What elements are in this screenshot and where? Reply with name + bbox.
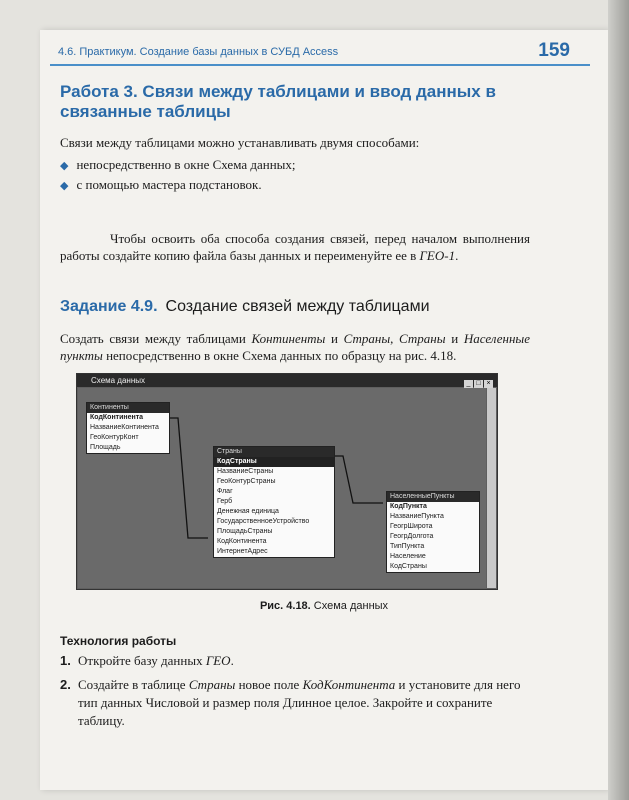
bullet-item: ◆ непосредственно в окне Схема данных; xyxy=(60,157,296,172)
table-field[interactable]: Площадь xyxy=(90,444,121,451)
step-2: 2. Создайте в таблице Страны новое поле КодКонтинента и установите для него тип данных Числовой и размер поля Длинное целое. Закройте и сохраните таблицу. xyxy=(60,677,521,728)
table-title[interactable]: Континенты xyxy=(87,403,169,413)
table-field[interactable]: Флаг xyxy=(217,488,233,495)
section-title: 4.6. Практикум. Создание базы данных в СУБД Access xyxy=(58,46,339,58)
table-title[interactable]: Страны xyxy=(214,447,334,457)
table-field[interactable]: НазваниеПункта xyxy=(390,513,444,520)
table-field[interactable]: КодСтраны xyxy=(214,457,334,467)
relation-line-countries-settlements xyxy=(333,456,383,503)
page-number: 159 xyxy=(538,40,570,61)
relation-line-continents-countries xyxy=(168,418,208,538)
step-number: 1. xyxy=(60,653,71,668)
table-field[interactable]: ТипПункта xyxy=(390,543,425,550)
schema-canvas xyxy=(78,388,486,588)
bullet-diamond-icon: ◆ xyxy=(60,160,69,172)
table-field[interactable]: НазваниеКонтинента xyxy=(90,424,159,431)
step-1: 1. Откройте базу данных ГЕО. xyxy=(60,653,234,668)
table-field[interactable]: ГеогрШирота xyxy=(390,523,433,530)
table-settlements[interactable] xyxy=(386,491,480,573)
table-continents[interactable] xyxy=(86,402,170,454)
table-field[interactable]: ГосударственноеУстройство xyxy=(217,518,310,525)
bullet-item: ◆ с помощью мастера подстановок. xyxy=(60,177,262,192)
copy-db-paragraph: Чтобы освоить оба способа создания связей, перед началом выполнения работы создайте копию файла базы данных и переименуйте ее в ГЕО-1. xyxy=(60,231,530,263)
task-number: Задание 4.9. xyxy=(60,298,158,315)
table-field[interactable]: КодСтраны xyxy=(390,563,427,570)
task-title: Создание связей между таблицами xyxy=(165,298,430,315)
task-heading xyxy=(60,298,540,316)
table-field[interactable]: Герб xyxy=(217,498,233,505)
table-title[interactable]: НаселенныеПункты xyxy=(387,492,479,502)
table-field[interactable]: Денежная единица xyxy=(217,508,279,515)
table-field[interactable]: ИнтернетАдрес xyxy=(217,548,268,555)
book-page-edge xyxy=(608,0,629,800)
window-title: Схема данных xyxy=(91,376,146,385)
book-page xyxy=(40,30,608,790)
table-field[interactable]: Население xyxy=(390,553,426,560)
bullet-diamond-icon: ◆ xyxy=(60,180,69,192)
maximize-icon[interactable]: □ xyxy=(474,380,483,388)
work-heading: Работа 3. Связи между таблицами и ввод данных в связанные таблицы xyxy=(60,82,496,121)
intro-text: Связи между таблицами можно устанавливать двумя способами: xyxy=(60,135,420,150)
table-field[interactable]: ГеоКонтурКонт xyxy=(90,434,139,441)
table-field[interactable]: ГеогрДолгота xyxy=(390,533,434,540)
running-header xyxy=(50,38,590,66)
window-titlebar xyxy=(77,374,497,387)
table-field[interactable]: КодПункта xyxy=(390,503,427,510)
table-field[interactable]: ПлощадьСтраны xyxy=(217,528,273,535)
step-number: 2. xyxy=(60,677,71,692)
minimize-icon[interactable]: _ xyxy=(464,380,473,388)
table-field[interactable]: НазваниеСтраны xyxy=(217,468,274,475)
schema-window xyxy=(76,373,498,590)
figure-caption: Рис. 4.18. Схема данных xyxy=(259,600,389,612)
close-icon[interactable]: × xyxy=(484,380,493,388)
table-field[interactable]: ГеоКонтурСтраны xyxy=(217,478,276,485)
table-field[interactable]: КодКонтинента xyxy=(90,414,144,421)
task-paragraph: Создать связи между таблицами Континенты и Страны, Страны и Населенные пункты непосредственно в окне Схема данных по образцу на рис. 4.18. xyxy=(60,331,530,363)
technology-heading: Технология работы xyxy=(60,634,177,648)
table-field[interactable]: КодКонтинента xyxy=(217,538,267,545)
vertical-scrollbar[interactable] xyxy=(487,388,496,588)
table-countries[interactable] xyxy=(213,446,335,558)
